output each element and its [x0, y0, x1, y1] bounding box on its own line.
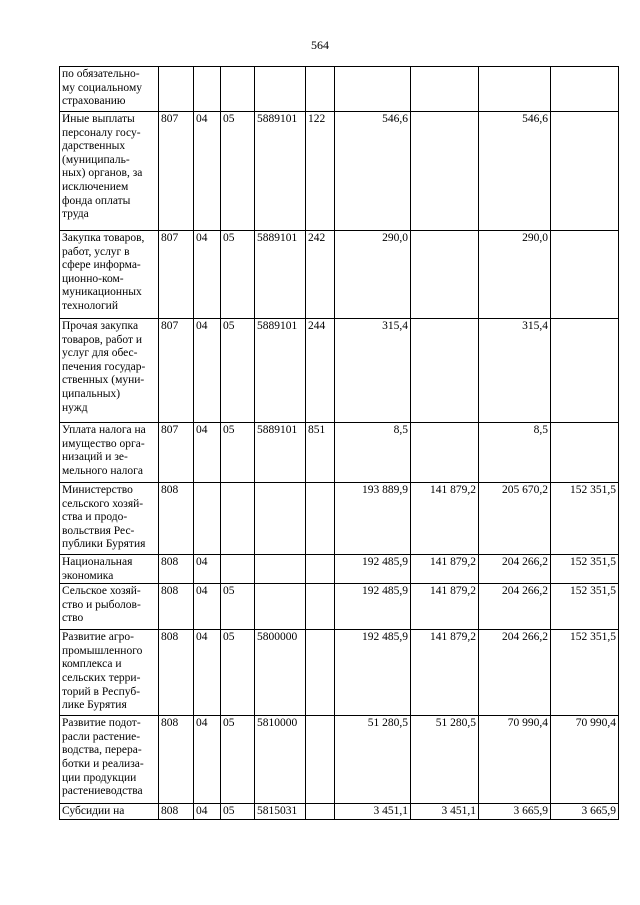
table-row — [60, 584, 619, 630]
section-code-cell: 04 — [194, 231, 221, 319]
page-number: 564 — [311, 38, 329, 52]
subsection-code-cell — [221, 483, 255, 555]
section-code-cell: 04 — [194, 423, 221, 483]
table-row — [60, 112, 619, 231]
amount-1-cell: 3 451,1 — [335, 804, 411, 820]
section-code-cell — [194, 67, 221, 112]
amount-2-cell — [411, 112, 479, 231]
amount-2-cell: 3 451,1 — [411, 804, 479, 820]
amount-3-cell: 70 990,4 — [479, 716, 551, 804]
section-code-cell: 04 — [194, 319, 221, 423]
table-row — [60, 67, 619, 112]
amount-2-cell: 51 280,5 — [411, 716, 479, 804]
amount-2-cell: 141 879,2 — [411, 630, 479, 716]
amount-3-cell: 204 266,2 — [479, 584, 551, 630]
table-row — [60, 231, 619, 319]
expense-type-cell: 244 — [306, 319, 335, 423]
amount-3-cell: 205 670,2 — [479, 483, 551, 555]
section-code-cell: 04 — [194, 716, 221, 804]
item-name-cell: Прочая закупка товаров, работ и услуг для обес- печения государ- ственных (муни- ципальных) нужд — [60, 319, 159, 423]
expense-type-cell — [306, 483, 335, 555]
subsection-code-cell: 05 — [221, 716, 255, 804]
table-row — [60, 423, 619, 483]
target-code-cell: 5889101 — [255, 423, 306, 483]
section-code-cell: 04 — [194, 630, 221, 716]
amount-4-cell: 70 990,4 — [551, 716, 619, 804]
table-row — [60, 555, 619, 584]
ministry-code-cell: 807 — [159, 112, 194, 231]
amount-2-cell: 141 879,2 — [411, 584, 479, 630]
target-code-cell: 5810000 — [255, 716, 306, 804]
amount-1-cell: 192 485,9 — [335, 555, 411, 584]
expense-type-cell: 122 — [306, 112, 335, 231]
ministry-code-cell: 807 — [159, 423, 194, 483]
amount-1-cell: 8,5 — [335, 423, 411, 483]
item-name-cell: Развитие подот- расли растение- водства, перера- ботки и реализа- ции продукции растениеводства — [60, 716, 159, 804]
ministry-code-cell: 808 — [159, 804, 194, 820]
ministry-code-cell: 807 — [159, 319, 194, 423]
expense-type-cell — [306, 630, 335, 716]
amount-4-cell: 152 351,5 — [551, 555, 619, 584]
amount-3-cell: 546,6 — [479, 112, 551, 231]
expense-type-cell — [306, 555, 335, 584]
table-row — [60, 716, 619, 804]
amount-4-cell: 152 351,5 — [551, 584, 619, 630]
amount-4-cell — [551, 319, 619, 423]
expense-type-cell — [306, 716, 335, 804]
target-code-cell — [255, 67, 306, 112]
section-code-cell: 04 — [194, 584, 221, 630]
table-row — [60, 319, 619, 423]
amount-2-cell: 141 879,2 — [411, 555, 479, 584]
amount-1-cell: 192 485,9 — [335, 630, 411, 716]
amount-3-cell: 3 665,9 — [479, 804, 551, 820]
amount-3-cell: 290,0 — [479, 231, 551, 319]
item-name-cell: Уплата налога на имущество орга- низаций и зе- мельного налога — [60, 423, 159, 483]
item-name-cell: Сельское хозяй- ство и рыболов- ство — [60, 584, 159, 630]
target-code-cell: 5889101 — [255, 112, 306, 231]
expense-type-cell: 242 — [306, 231, 335, 319]
item-name-cell: Закупка товаров, работ, услуг в сфере информа- ционно-ком- муникационных технологий — [60, 231, 159, 319]
amount-3-cell: 8,5 — [479, 423, 551, 483]
amount-3-cell — [479, 67, 551, 112]
amount-4-cell — [551, 112, 619, 231]
subsection-code-cell: 05 — [221, 423, 255, 483]
target-code-cell: 5815031 — [255, 804, 306, 820]
subsection-code-cell — [221, 67, 255, 112]
subsection-code-cell: 05 — [221, 231, 255, 319]
target-code-cell — [255, 483, 306, 555]
section-code-cell: 04 — [194, 804, 221, 820]
item-name-cell: Развитие агро- промышленного комплекса и сельских терри- торий в Респуб- лике Бурятия — [60, 630, 159, 716]
section-code-cell: 04 — [194, 112, 221, 231]
expense-type-cell — [306, 804, 335, 820]
amount-1-cell: 193 889,9 — [335, 483, 411, 555]
subsection-code-cell — [221, 555, 255, 584]
section-code-cell: 04 — [194, 555, 221, 584]
amount-4-cell: 3 665,9 — [551, 804, 619, 820]
amount-2-cell — [411, 319, 479, 423]
subsection-code-cell: 05 — [221, 584, 255, 630]
amount-2-cell: 141 879,2 — [411, 483, 479, 555]
amount-3-cell: 204 266,2 — [479, 555, 551, 584]
target-code-cell: 5889101 — [255, 231, 306, 319]
ministry-code-cell: 808 — [159, 716, 194, 804]
amount-2-cell — [411, 67, 479, 112]
item-name-cell: по обязательно- му социальному страхованию — [60, 67, 159, 112]
item-name-cell: Национальная экономика — [60, 555, 159, 584]
amount-4-cell — [551, 423, 619, 483]
amount-3-cell: 204 266,2 — [479, 630, 551, 716]
section-code-cell — [194, 483, 221, 555]
subsection-code-cell: 05 — [221, 804, 255, 820]
ministry-code-cell — [159, 67, 194, 112]
subsection-code-cell: 05 — [221, 630, 255, 716]
amount-1-cell: 192 485,9 — [335, 584, 411, 630]
amount-1-cell: 315,4 — [335, 319, 411, 423]
amount-4-cell: 152 351,5 — [551, 483, 619, 555]
amount-1-cell: 51 280,5 — [335, 716, 411, 804]
amount-4-cell — [551, 67, 619, 112]
ministry-code-cell: 808 — [159, 483, 194, 555]
budget-table — [59, 66, 619, 820]
amount-3-cell: 315,4 — [479, 319, 551, 423]
expense-type-cell: 851 — [306, 423, 335, 483]
amount-4-cell — [551, 231, 619, 319]
amount-1-cell — [335, 67, 411, 112]
item-name-cell: Иные выплаты персоналу госу- дарственных (муниципаль- ных) органов, за исключением фонда оплаты труда — [60, 112, 159, 231]
expense-type-cell — [306, 67, 335, 112]
item-name-cell: Субсидии на — [60, 804, 159, 820]
table-row — [60, 483, 619, 555]
table-row — [60, 630, 619, 716]
target-code-cell — [255, 555, 306, 584]
ministry-code-cell: 808 — [159, 555, 194, 584]
ministry-code-cell: 807 — [159, 231, 194, 319]
amount-1-cell: 546,6 — [335, 112, 411, 231]
amount-2-cell — [411, 231, 479, 319]
target-code-cell: 5889101 — [255, 319, 306, 423]
subsection-code-cell: 05 — [221, 112, 255, 231]
amount-1-cell: 290,0 — [335, 231, 411, 319]
target-code-cell — [255, 584, 306, 630]
table-row — [60, 804, 619, 820]
target-code-cell: 5800000 — [255, 630, 306, 716]
expense-type-cell — [306, 584, 335, 630]
subsection-code-cell: 05 — [221, 319, 255, 423]
amount-2-cell — [411, 423, 479, 483]
item-name-cell: Министерство сельского хозяй- ства и продо- вольствия Рес- публики Бурятия — [60, 483, 159, 555]
amount-4-cell: 152 351,5 — [551, 630, 619, 716]
ministry-code-cell: 808 — [159, 630, 194, 716]
ministry-code-cell: 808 — [159, 584, 194, 630]
